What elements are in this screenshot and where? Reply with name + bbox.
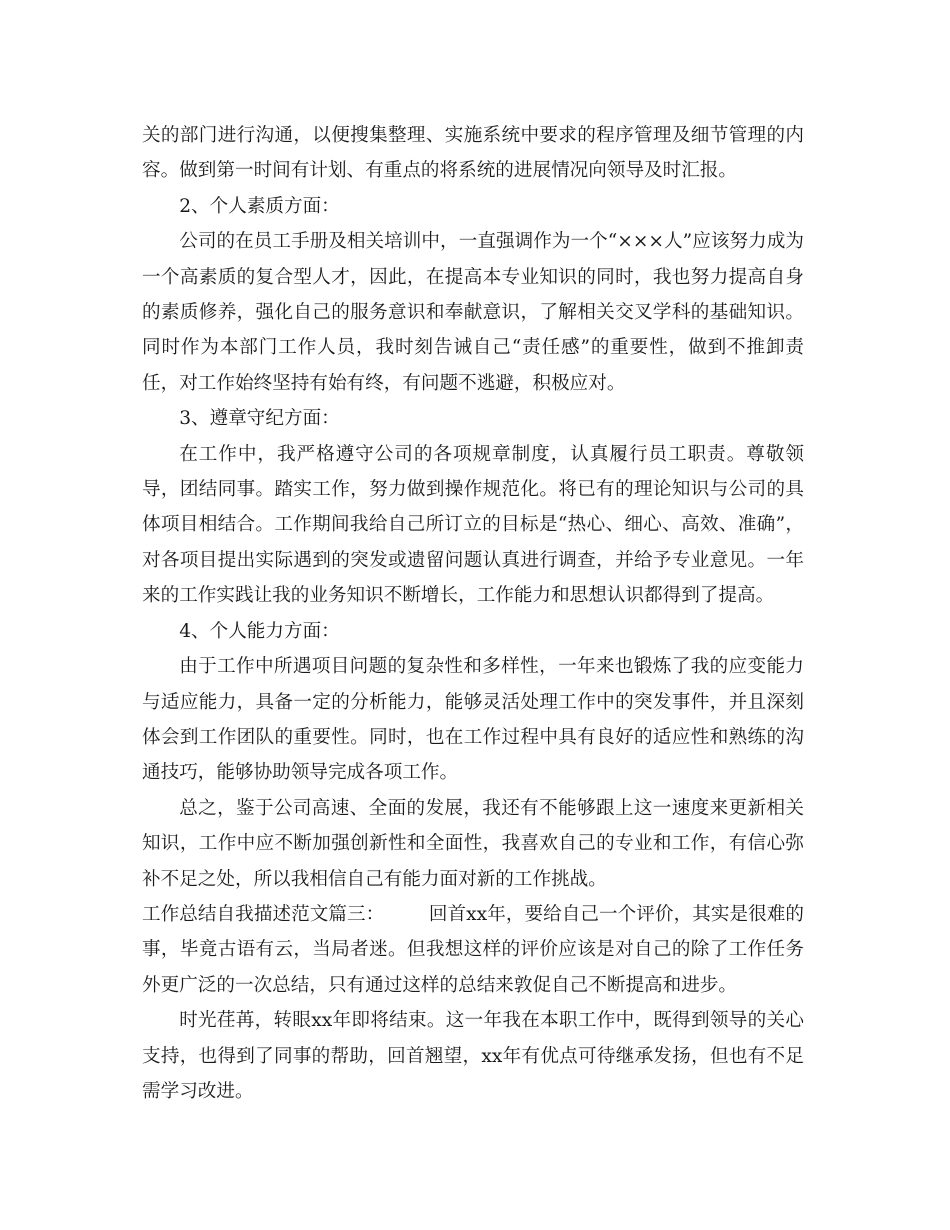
paragraph-personal-ability: 由于工作中所遇项目问题的复杂性和多样性，一年来也锻炼了我的应变能力与适应能力，具备一定的分析能力，能够灵活处理工作中的突发事件，并且深刻体会到工作团队的重要性。同时，也在工作过程中具有良好的适应性和熟练的沟通技巧，能够协助领导完成各项工作。	[142, 656, 804, 784]
article-three-text: 回首xx年，要给自己一个评价，其实是很难的事，毕竟古语有云，当局者迷。但我想这样的评价应该是对自己的除了工作任务外更广泛的一次总结，只有通过这样的总结来敦促自己不断提高和进步。	[142, 903, 804, 996]
section-heading-discipline: 3、遵章守纪方面：	[179, 408, 340, 430]
section-heading-personal-quality: 2、个人素质方面：	[179, 195, 340, 217]
paragraph-continued: 关的部门进行沟通，以便搜集整理、实施系统中要求的程序管理及细节管理的内容。做到第一时间有计划、有重点的将系统的进展情况向领导及时汇报。	[142, 125, 804, 182]
paragraph-discipline: 在工作中，我严格遵守公司的各项规章制度，认真履行员工职责。尊敬领导，团结同事。踏实工作，努力做到操作规范化。将已有的理论知识与公司的具体项目相结合。工作期间我给自己所订立的目标是“热心、细心、高效、准确”，对各项目提出实际遇到的突发或遗留问题认真进行调查，并给予专业意见。一年来的工作实践让我的业务知识不断增长，工作能力和思想认识都得到了提高。	[142, 443, 804, 607]
paragraph-article-three	[142, 897, 804, 1003]
paragraph-year-end: 时光荏苒，转眼xx年即将结束。这一年我在本职工作中，既得到领导的关心支持，也得到了同事的帮助，回首翘望，xx年有优点可待继承发扬，但也有不足需学习改进。	[142, 1010, 804, 1102]
section-heading-personal-ability: 4、个人能力方面：	[179, 620, 340, 642]
document-page	[142, 118, 804, 1109]
paragraph-personal-quality: 公司的在员工手册及相关培训中，一直强调作为一个“×××人”应该努力成为一个高素质的复合型人才，因此，在提高本专业知识的同时，我也努力提高自身的素质修养，强化自己的服务意识和奉献意识，了解相关交叉学科的基础知识。同时作为本部门工作人员，我时刻告诫自己“责任感”的重要性，做到不推卸责任，对工作始终坚持有始有终，有问题不逃避，积极应对。	[142, 231, 804, 394]
article-three-heading: 工作总结自我描述范文篇三：	[142, 903, 385, 925]
paragraph-summary: 总之，鉴于公司高速、全面的发展，我还有不能够跟上这一速度来更新相关知识，工作中应不断加强创新性和全面性，我喜欢自己的专业和工作，有信心弥补不足之处，所以我相信自己有能力面对新的工作挑战。	[142, 797, 804, 890]
